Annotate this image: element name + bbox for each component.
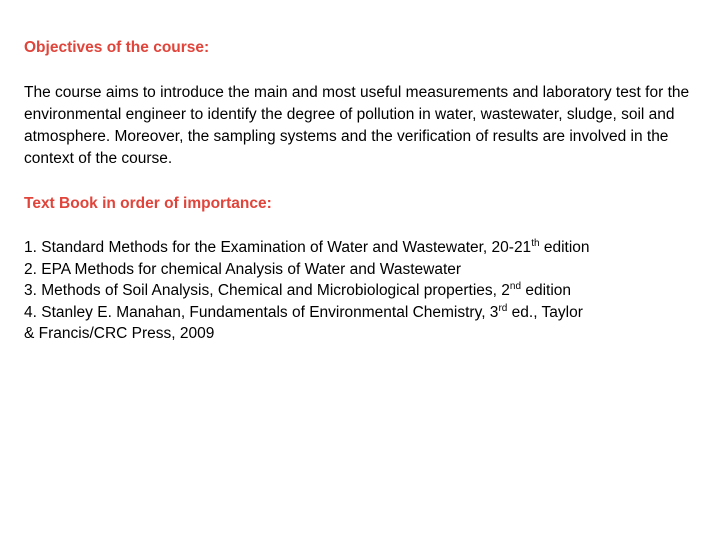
- textbook-item-3: [24, 280, 694, 302]
- textbook-item-4-continuation: [24, 323, 694, 345]
- textbook-item-text: 2. EPA Methods for chemical Analysis of Water and Wastewater: [24, 260, 462, 278]
- textbook-item-suffix: edition: [521, 282, 572, 299]
- textbook-item-text: & Francis/CRC Press, 2009: [24, 325, 215, 342]
- textbook-item-2: [24, 259, 694, 281]
- objectives-paragraph: The course aims to introduce the main and most useful measurements and laboratory test for the environmental engineer to identify the degree of pollution in water, wastewater, sludge, soil and atmosphere. Moreover, the sampling systems and the verification of results are involved in the context of the course.: [24, 84, 690, 167]
- textbook-item-4: [24, 302, 694, 324]
- textbook-item-text: 1. Standard Methods for the Examination of Water and Wastewater, 20-21: [24, 239, 532, 256]
- objectives-heading: Objectives of the course:: [24, 39, 210, 56]
- textbook-list: [24, 237, 694, 345]
- textbook-item-text: 3. Methods of Soil Analysis, Chemical and Microbiological properties, 2: [24, 282, 510, 299]
- slide-content: [24, 38, 694, 345]
- textbook-heading: Text Book in order of importance:: [24, 195, 272, 212]
- textbook-item-1: [24, 237, 694, 259]
- textbook-item-superscript: rd: [498, 302, 508, 314]
- textbook-item-superscript: th: [531, 238, 540, 249]
- textbook-item-superscript: nd: [509, 281, 522, 292]
- textbook-item-suffix: edition: [539, 239, 590, 256]
- textbook-item-suffix: ed., Taylor: [507, 303, 583, 321]
- textbook-item-text: 4. Stanley E. Manahan, Fundamentals of Environmental Chemistry, 3: [24, 303, 499, 321]
